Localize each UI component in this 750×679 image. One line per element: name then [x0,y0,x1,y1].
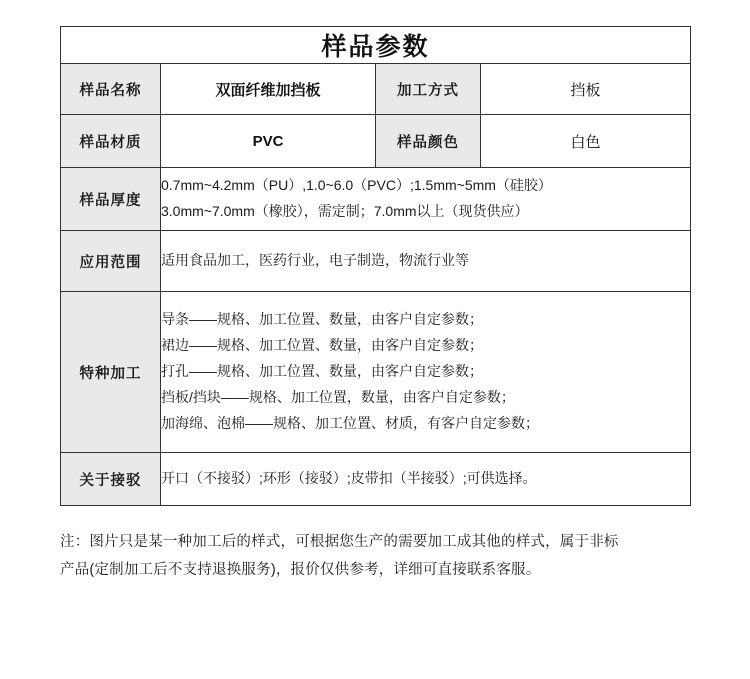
label-process-method: 加工方式 [376,64,481,115]
value-application-scope: 适用食品加工，医药行业，电子制造，物流行业等 [161,231,691,292]
label-sample-color: 样品颜色 [376,115,481,168]
label-special-processing: 特种加工 [61,292,161,453]
label-sample-thickness: 样品厚度 [61,168,161,231]
value-sample-material: PVC [161,115,376,168]
table-row-special-processing [61,292,691,453]
special-line-1: 导条——规格、加工位置、数量，由客户自定参数； [161,311,483,328]
thickness-line-1: 0.7mm~4.2mm（PU）,1.0~6.0（PVC）;1.5mm~5mm（硅胶） [161,177,552,194]
footer-note-line-2: 产品(定制加工后不支持退换服务)，报价仅供参考，详细可直接联系客服。 [60,562,541,579]
label-sample-name: 样品名称 [61,64,161,115]
value-special-processing [161,292,691,453]
footer-note [60,528,690,585]
table-row-title [61,27,691,64]
table-row-name [61,64,691,115]
value-process-method: 挡板 [481,64,691,115]
label-application-scope: 应用范围 [61,231,161,292]
thickness-line-2: 3.0mm~7.0mm（橡胶），需定制；7.0mm以上（现货供应） [161,203,529,219]
sample-parameters-table [60,26,691,506]
table-row-material [61,115,691,168]
value-sample-thickness [161,168,691,231]
table-row-thickness [61,168,691,231]
table-row-joint [61,453,691,506]
table-row-scope [61,231,691,292]
label-sample-material: 样品材质 [61,115,161,168]
value-joint: 开口（不接驳）;环形（接驳）;皮带扣（半接驳）;可供选择。 [161,453,691,506]
special-line-2: 裙边——规格、加工位置、数量，由客户自定参数； [161,337,483,354]
page-title: 样品参数 [61,27,691,64]
value-sample-color: 白色 [481,115,691,168]
value-sample-name: 双面纤维加挡板 [161,64,376,115]
special-line-5: 加海绵、泡棉——规格、加工位置、材质，有客户自定参数； [161,414,539,431]
special-line-4: 挡板/挡块——规格、加工位置，数量，由客户自定参数； [161,388,515,405]
label-joint: 关于接驳 [61,453,161,506]
special-line-3: 打孔——规格、加工位置、数量，由客户自定参数； [161,363,483,380]
footer-note-line-1: 注：图片只是某一种加工后的样式，可根据您生产的需要加工成其他的样式，属于非标 [60,534,619,550]
